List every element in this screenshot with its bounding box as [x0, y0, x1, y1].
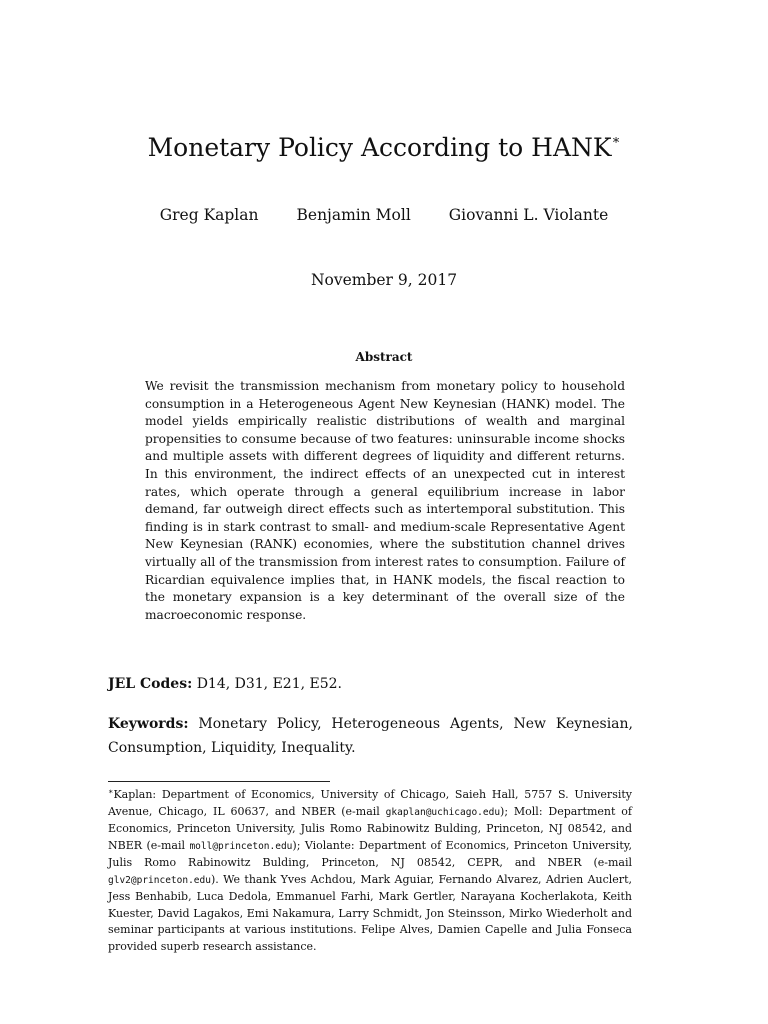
author-name: Greg Kaplan — [159, 206, 259, 224]
footnote-text: ); Violante: Department of Economics, Princeton University, Julis Romo Rabinowitz Bulding, Princeton, NJ 08542, CEPR, and NBER (e-mail — [108, 838, 632, 869]
author-name: Benjamin Moll — [296, 206, 411, 224]
footnote-text: Kaplan: Department of Economics, University of Chicago, Saieh Hall, 5757 S. University Avenue, Chicago, IL 60637, and NBER (e-mail — [108, 788, 632, 818]
jel-codes-line — [108, 672, 658, 696]
footnote-email: glv2@princeton.edu — [108, 874, 211, 886]
jel-codes-value: D14, D31, E21, E52. — [196, 676, 343, 692]
footnote-divider — [108, 781, 330, 782]
author-name: Giovanni L. Violante — [448, 206, 609, 224]
title-footnote-mark: ∗ — [611, 133, 621, 148]
paper-title — [0, 123, 768, 166]
jel-codes-label: JEL Codes: — [108, 676, 193, 692]
footnote-email: gkaplan@uchicago.edu — [385, 806, 501, 818]
footnote-text: ); Moll: Department of Economics, Princeton University, Julis Romo Rabinowitz Bulding, Princeton, NJ 08542, and NBER (e-mail — [108, 804, 632, 852]
author-list — [0, 204, 768, 226]
abstract-text: We revisit the transmission mechanism from monetary policy to household consumption in a Heterogeneous Agent New Keynesian (HANK) model. The model yields empirically realistic distributions of wealth and marginal propensities to consume because of two features: uninsurable income shocks and multiple assets with different degrees of liquidity and different returns. In this environment, the indirect effects of an unexpected cut in interest rates, which operate through a general equilibrium increase in labor demand, far outweigh direct effects such as intertemporal substitution. This finding is in stark contrast to small- and medium-scale Representative Agent New Keynesian (RANK) economies, where the substitution channel drives virtually all of the transmission from interest rates to consumption. Failure of Ricardian equivalence implies that, in HANK models, the fiscal reaction to the monetary expansion is a key determinant of the overall size of the macroeconomic response. — [145, 379, 625, 622]
keywords-label: Keywords: — [108, 716, 189, 732]
paper-title-text: Monetary Policy According to HANK — [147, 133, 612, 162]
footnote-mark: ∗ — [108, 787, 114, 796]
title-footnote — [108, 784, 632, 955]
footnote-email: moll@princeton.edu — [189, 840, 293, 852]
paper-date: November 9, 2017 — [310, 271, 458, 289]
keywords-line — [108, 712, 633, 760]
footnote-text: ). We thank Yves Achdou, Mark Aguiar, Fernando Alvarez, Adrien Auclert, Jess Benhabib, Luca Dedola, Emmanuel Farhi, Mark Gertler, Narayana Kocherlakota, Keith Kuester, David Lagakos, Emi Nakamura, Larry Schmidt, Jon Steinsson, Mirko Wiederholt and seminar participants at various institutions. Felipe Alves, Damien Capelle and Julia Fonseca provided superb research assistance. — [108, 872, 632, 953]
keywords-value: Monetary Policy, Heterogeneous Agents, New Keynesian, Consumption, Liquidity, Inequality. — [108, 716, 633, 756]
abstract-heading: Abstract — [355, 350, 413, 364]
